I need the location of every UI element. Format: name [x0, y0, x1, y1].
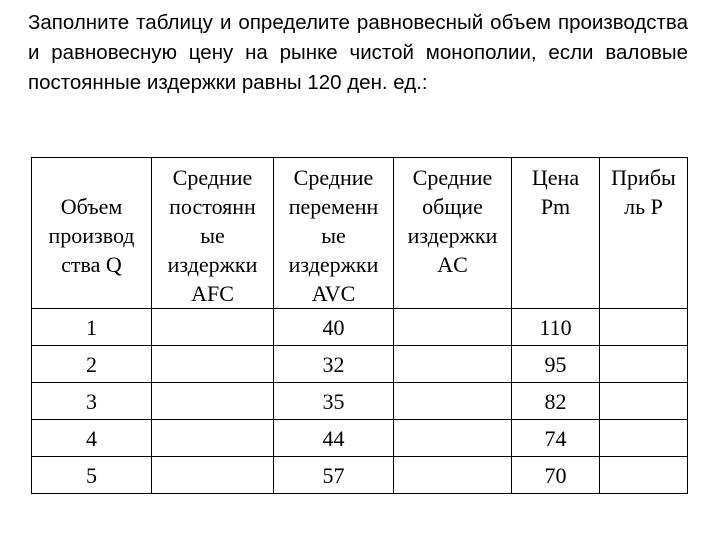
cell-afc	[152, 420, 274, 457]
cell-price: 70	[512, 457, 600, 494]
cell-price: 95	[512, 346, 600, 383]
table-row	[32, 309, 688, 346]
cell-price: 110	[512, 309, 600, 346]
cell-ac	[394, 420, 512, 457]
cell-ac	[394, 346, 512, 383]
header-ac: Средние общие издержки AC	[394, 158, 512, 309]
table-row	[32, 420, 688, 457]
cell-ac	[394, 457, 512, 494]
cell-afc	[152, 346, 274, 383]
cell-avc: 32	[274, 346, 394, 383]
cell-profit	[600, 420, 688, 457]
cell-profit	[600, 346, 688, 383]
cell-quantity: 3	[32, 383, 152, 420]
cell-avc: 57	[274, 457, 394, 494]
header-row	[32, 158, 688, 309]
cell-price: 82	[512, 383, 600, 420]
header-avc: Средние переменн ые издержки AVC	[274, 158, 394, 309]
cell-profit	[600, 383, 688, 420]
task-text: Заполните таблицу и определите равновесный объем производства и равновесную цену на рынке чистой монополии, если валовые постоянные издержки равны 120 ден. ед.:	[28, 11, 688, 94]
header-profit: Прибы ль P	[600, 158, 688, 309]
header-afc: Средние постоянн ые издержки AFC	[152, 158, 274, 309]
header-quantity: Объем производ ства Q	[32, 158, 152, 309]
cell-profit	[600, 457, 688, 494]
cell-quantity: 1	[32, 309, 152, 346]
cell-avc: 35	[274, 383, 394, 420]
cell-afc	[152, 309, 274, 346]
cell-quantity: 4	[32, 420, 152, 457]
cell-price: 74	[512, 420, 600, 457]
table-row	[32, 383, 688, 420]
header-price: Цена Pm	[512, 158, 600, 309]
cost-table	[31, 157, 688, 494]
table-row	[32, 346, 688, 383]
cell-afc	[152, 383, 274, 420]
cell-avc: 40	[274, 309, 394, 346]
cell-ac	[394, 383, 512, 420]
cell-quantity: 2	[32, 346, 152, 383]
cell-afc	[152, 457, 274, 494]
cell-quantity: 5	[32, 457, 152, 494]
cell-avc: 44	[274, 420, 394, 457]
table-row	[32, 457, 688, 494]
cell-profit	[600, 309, 688, 346]
cell-ac	[394, 309, 512, 346]
